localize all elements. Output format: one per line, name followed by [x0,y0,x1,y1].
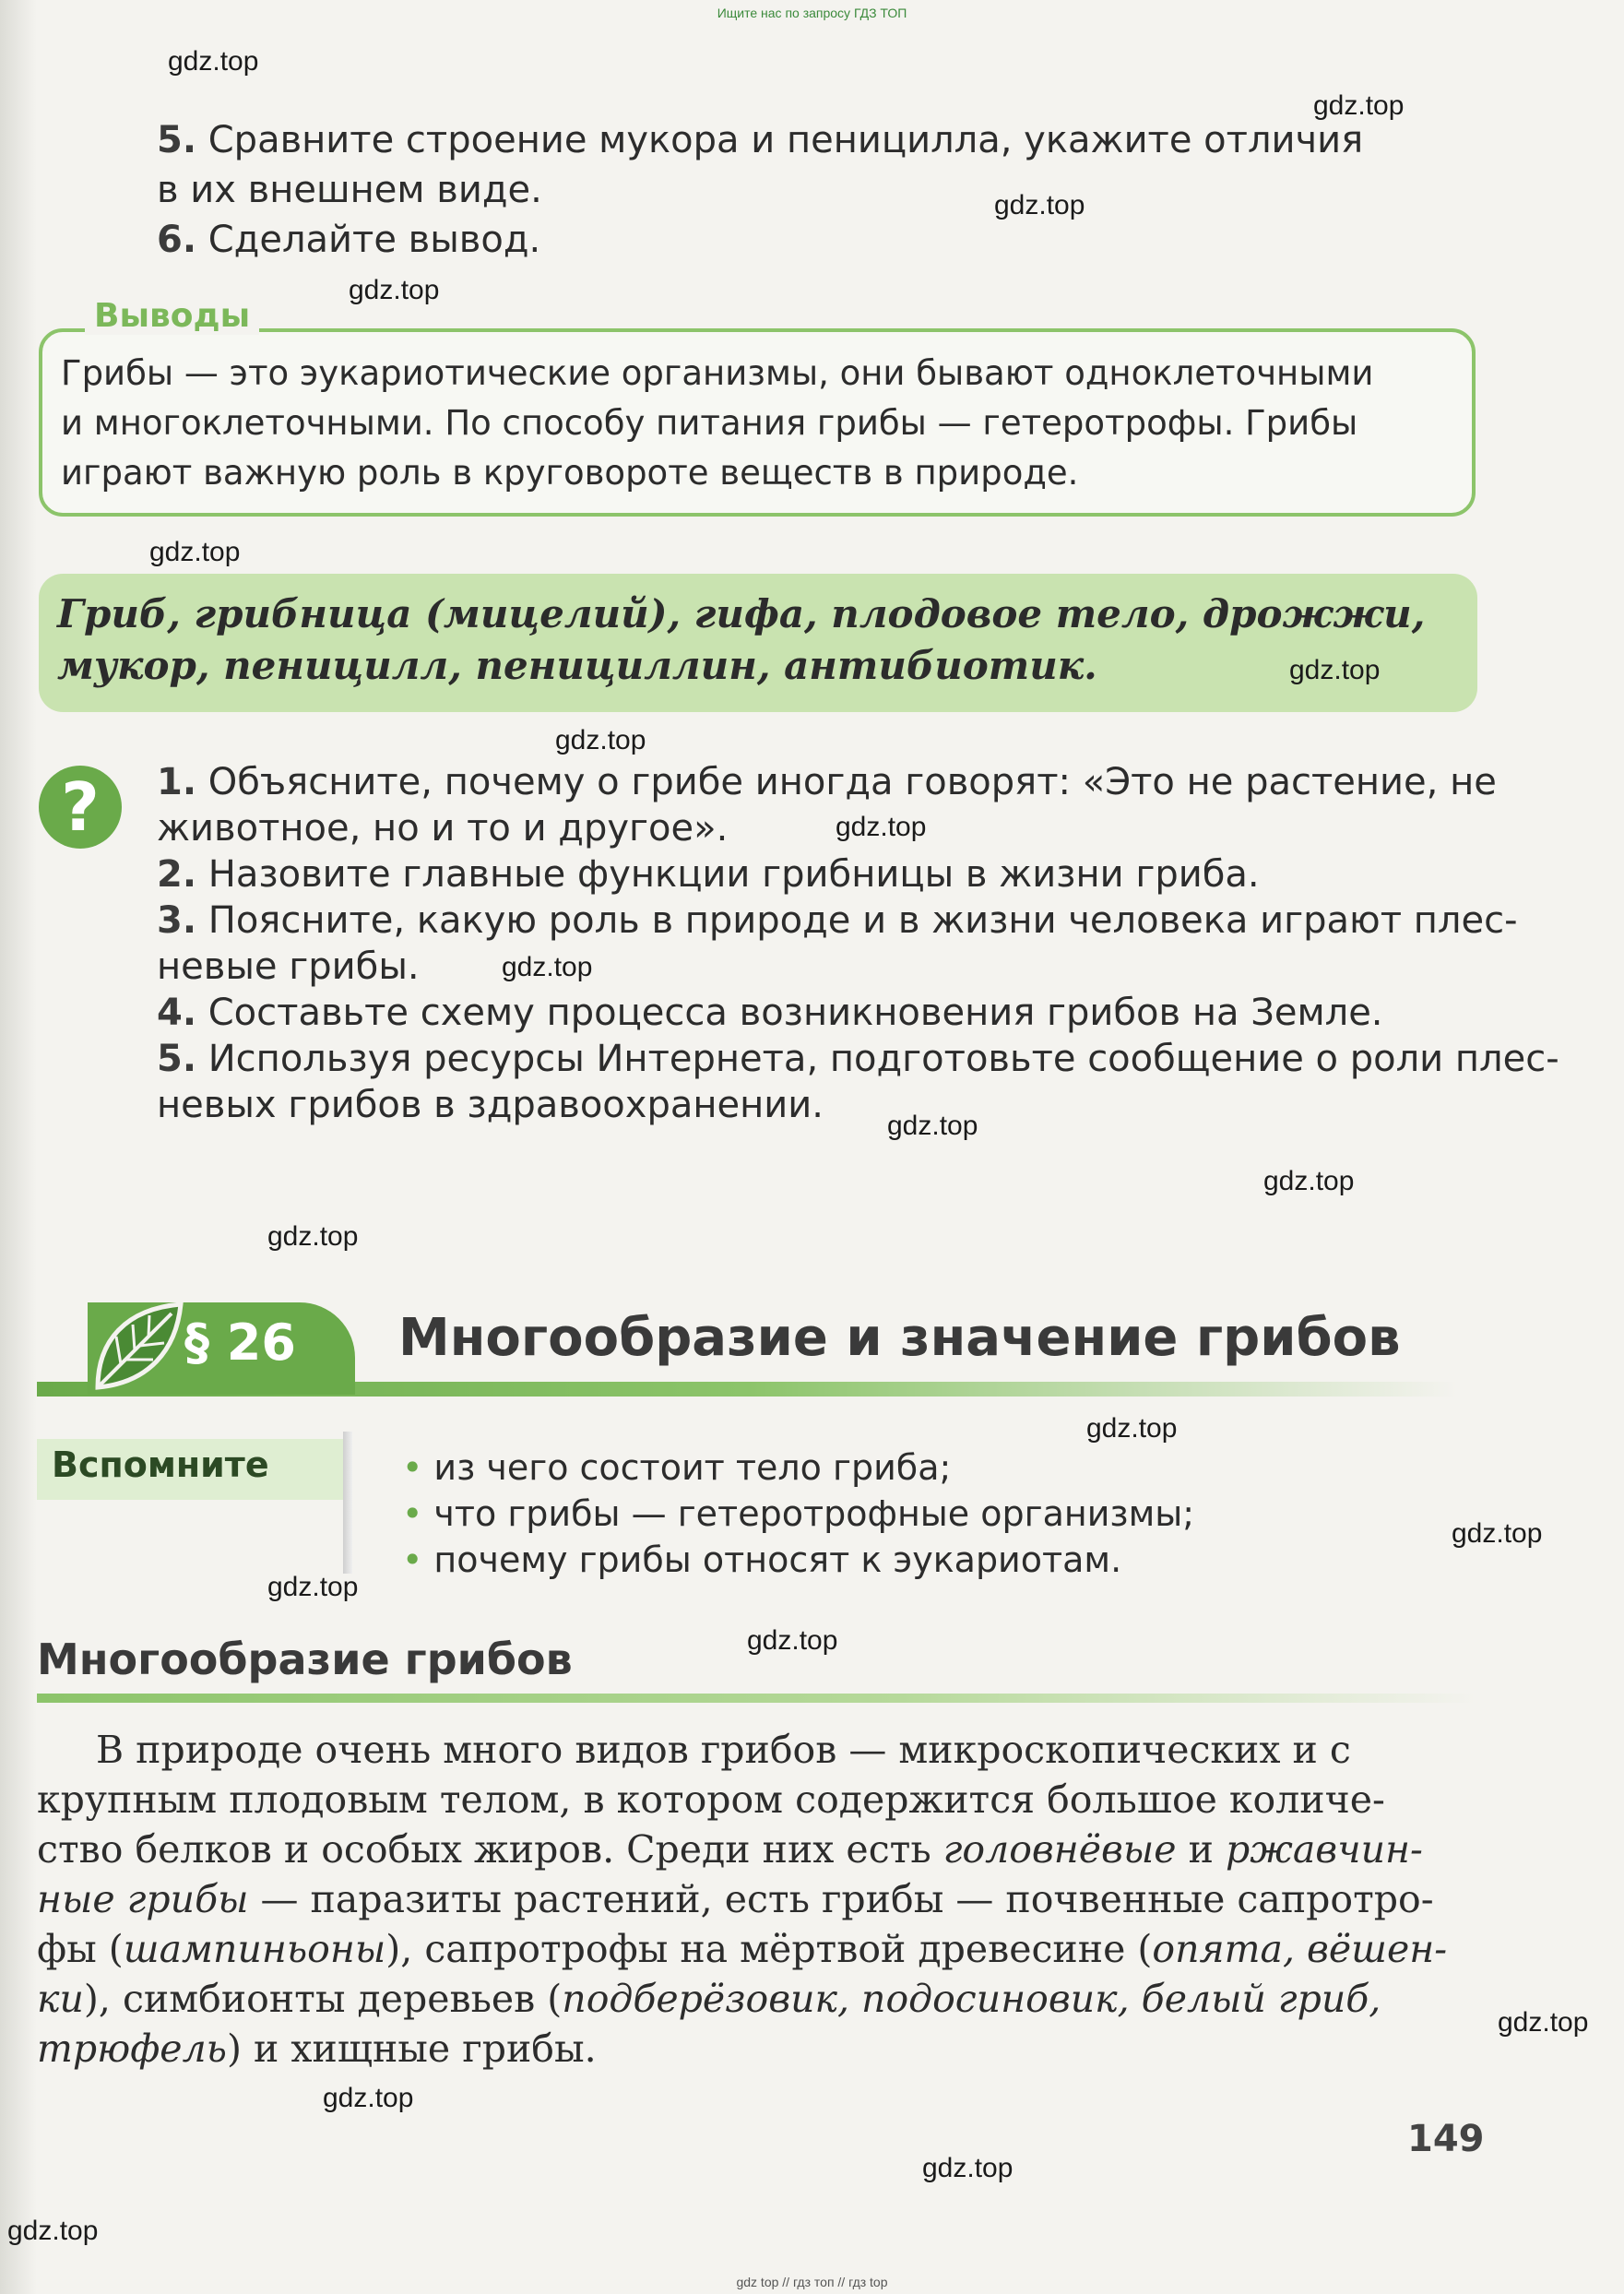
text-run: и [1176,1827,1226,1872]
leaf-icon [89,1295,190,1397]
paragraph-line-1: В природе очень много видов грибов — микроскопических и с [96,1728,1351,1772]
watermark: gdz.top [555,725,646,755]
watermark: gdz.top [1313,90,1405,121]
text-run: ), симбионты деревьев ( [83,1977,563,2021]
page-number: 149 [1407,2118,1485,2160]
watermark: gdz.top [922,2153,1014,2183]
watermark: gdz.top [1289,655,1381,685]
paragraph-line-7 [37,2024,597,2074]
watermark: gdz.top [168,46,259,77]
step-6-line [157,216,540,264]
watermark: gdz.top [1452,1518,1543,1549]
text-run: ) и хищные грибы. [227,2027,597,2071]
watermark: gdz.top [502,952,593,982]
watermark: gdz.top [1086,1413,1178,1444]
term-champignons: шампиньоны [123,1927,386,1971]
section-number: § 26 [184,1313,296,1372]
page-edge-shadow [0,0,37,2294]
watermark: gdz.top [887,1111,978,1141]
text-run: — паразиты растений, есть грибы — почвенные сапротро- [248,1877,1434,1921]
paragraph-line-6 [37,1974,1381,2024]
question-2-line [157,850,1260,898]
subsection-title: Многообразие грибов [37,1634,573,1684]
watermark: gdz.top [1263,1166,1355,1196]
watermark: gdz.top [323,2083,414,2113]
question-2-number: 2. [157,853,197,896]
text-run: фы ( [37,1927,124,1971]
remember-item-1 [402,1444,951,1491]
conclusions-line-2: и многоклеточными. По способу питания грибы — гетеротрофы. Грибы [61,403,1358,443]
step-6-text: Сделайте вывод. [207,219,541,261]
watermark: gdz.top [267,1221,359,1252]
paragraph-line-2: крупным плодовым телом, в котором содержится большое количе- [37,1777,1385,1822]
bullet-icon: • [402,1447,423,1488]
bullet-icon: • [402,1539,423,1580]
paragraph-line-5 [37,1924,1447,1974]
question-5-number: 5. [157,1038,197,1080]
term-rust-fungi: ржавчин- [1225,1827,1423,1872]
watermark: gdz.top [7,2216,99,2246]
text-run: ство белков и особых жиров. Среди них есть [37,1827,943,1872]
remember-label: Вспомните [52,1444,269,1485]
question-1-line-2: животное, но и то и другое». [157,807,729,850]
remember-item-3 [402,1537,1121,1583]
step-5-text: Сравните строение мукора и пеницилла, укажите отличия [207,119,1364,161]
term-oyster-end: ки [37,1977,84,2021]
question-3-number: 3. [157,899,197,942]
watermark: gdz.top [349,275,440,305]
question-4-number: 4. [157,992,197,1034]
remember-item-3-text: почему грибы относят к эукариотам. [433,1539,1122,1580]
question-5-text: Используя ресурсы Интернета, подготовьте сообщение о роли плес- [207,1038,1559,1080]
question-3-line-2: невые грибы. [157,945,420,988]
step-5-number: 5. [157,119,197,161]
watermark: gdz.top [267,1572,359,1602]
step-5-line-2: в их внешнем виде. [157,169,542,211]
question-4-line [157,989,1383,1037]
question-1-line-1 [157,758,1497,806]
term-truffle: трюфель [37,2027,228,2071]
question-mark-icon: ? [39,766,122,849]
question-3-line-1 [157,897,1518,945]
section-title: Многообразие и значение грибов [398,1308,1401,1368]
key-terms-line-1: Гриб, грибница (мицелий), гифа, плодовое тело, дрожжи, [57,591,1426,636]
remember-item-2-text: что грибы — гетеротрофные организмы; [433,1493,1195,1534]
top-note: Ищите нас по запросу ГДЗ ТОП [717,6,907,20]
paragraph-line-3 [37,1825,1423,1874]
term-rust-fungi-end: ные грибы [37,1877,249,1921]
conclusions-title: Выводы [85,297,259,335]
bottom-note: gdz top // гдз топ // гдз top [736,2275,888,2289]
question-2-text: Назовите главные функции грибницы в жизни гриба. [207,853,1260,896]
subsection-underline [37,1694,1476,1703]
term-honey-oyster: опята, вёшен- [1152,1927,1448,1971]
conclusions-line-1: Грибы — это эукариотические организмы, они бывают одноклеточными [61,353,1374,393]
term-symbionts: подберёзовик, подосиновик, белый гриб, [562,1977,1381,2021]
question-4-text: Составьте схему процесса возникновения грибов на Земле. [207,992,1383,1034]
term-smut-fungi: головнёвые [942,1827,1177,1872]
bullet-icon: • [402,1493,423,1534]
watermark: gdz.top [836,812,927,842]
watermark: gdz.top [994,190,1085,220]
question-1-number: 1. [157,761,197,803]
question-1-text: Объясните, почему о грибе иногда говорят: «Это не растение, не [207,761,1497,803]
watermark: gdz.top [149,537,241,567]
remember-item-2 [402,1491,1194,1537]
watermark: gdz.top [747,1625,838,1656]
remember-separator [343,1432,352,1574]
paragraph-line-4 [37,1874,1434,1924]
question-3-text: Поясните, какую роль в природе и в жизни человека играют плес- [207,899,1518,942]
question-5-line-1 [157,1035,1559,1083]
key-terms-line-2: мукор, пеницилл, пенициллин, антибиотик. [57,643,1097,688]
step-5-line-1 [157,116,1363,164]
watermark: gdz.top [1498,2007,1589,2038]
conclusions-line-3: играют важную роль в круговороте веществ в природе. [61,453,1079,493]
text-run: ), сапротрофы на мёртвой древесине ( [385,1927,1153,1971]
question-5-line-2: невых грибов в здравоохранении. [157,1084,824,1126]
remember-item-1-text: из чего состоит тело гриба; [433,1447,952,1488]
step-6-number: 6. [157,219,197,261]
